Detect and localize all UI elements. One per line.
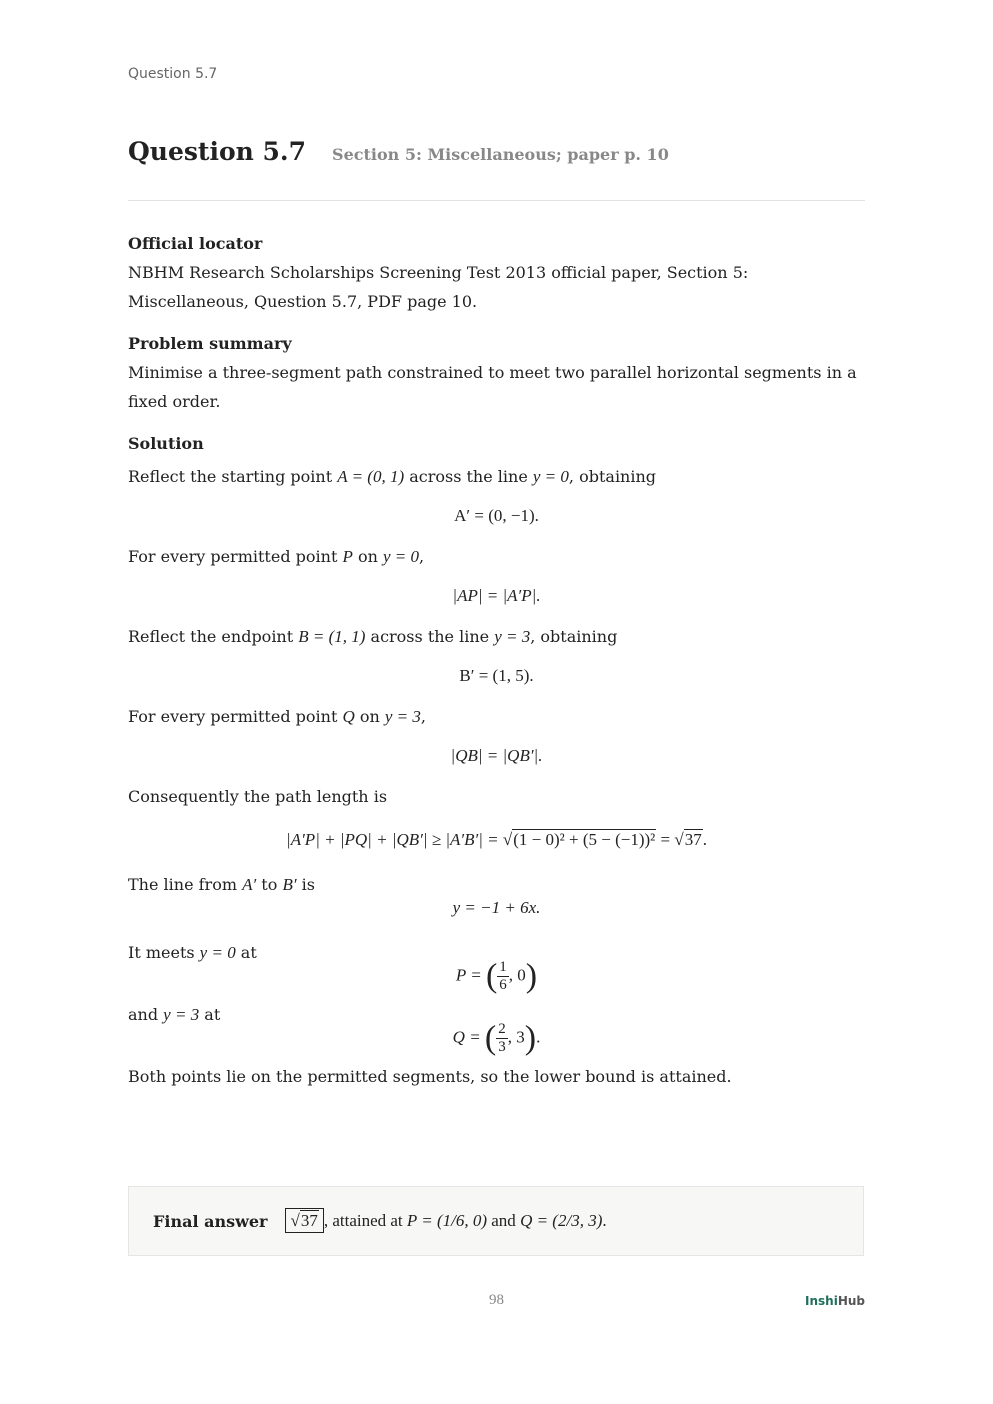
running-head: Question 5.7 bbox=[128, 66, 218, 82]
fraction-denominator: 3 bbox=[498, 1039, 506, 1055]
math-inline: Q = (2/3, 3) bbox=[520, 1211, 603, 1230]
math-run: (1 − 0)² + (5 − (−1))² bbox=[513, 830, 656, 849]
final-answer-box bbox=[128, 1186, 864, 1256]
equation-b-prime: B′ = (1, 5). bbox=[459, 666, 534, 685]
text-run: , bbox=[419, 547, 425, 566]
locator-text: NBHM Research Scholarships Screening Test 2013 official paper, Section 5: Miscellaneous, Question 5.7, PDF page 10. bbox=[128, 263, 749, 311]
text-run: at bbox=[199, 1005, 221, 1024]
math-run: . bbox=[702, 830, 707, 849]
math-inline: y = 3 bbox=[384, 707, 421, 726]
right-paren: ) bbox=[525, 957, 538, 995]
equation-length bbox=[128, 825, 865, 854]
reflect-b-paragraph bbox=[128, 622, 865, 651]
every-p-paragraph bbox=[128, 542, 865, 571]
math-inline: P = (1/6, 0) bbox=[406, 1211, 488, 1230]
brand-logo bbox=[805, 1294, 865, 1308]
equation-qb: |QB| = |QB′|. bbox=[450, 746, 543, 765]
text-run: , obtaining bbox=[530, 627, 618, 646]
math-inline: Q bbox=[342, 707, 355, 726]
brand-part-2: Hub bbox=[837, 1294, 865, 1308]
text-run: Reflect the starting point bbox=[128, 467, 338, 486]
math-inline: P bbox=[342, 547, 353, 566]
right-paren: ) bbox=[524, 1019, 537, 1057]
fraction-numerator: 1 bbox=[499, 959, 507, 975]
document-body bbox=[128, 230, 865, 1091]
text-run: on bbox=[354, 707, 385, 726]
final-answer-label: Final answer bbox=[153, 1211, 268, 1231]
brand-part-1: Inshi bbox=[805, 1294, 838, 1308]
text-run: . bbox=[602, 1211, 607, 1230]
consequently-text: Consequently the path length is bbox=[128, 787, 388, 806]
math-inline: y = 3 bbox=[163, 1005, 200, 1024]
math-run: Q = bbox=[452, 1027, 485, 1047]
final-answer-text bbox=[285, 1211, 606, 1231]
reflect-a-paragraph bbox=[128, 462, 865, 491]
summary-section bbox=[128, 330, 865, 416]
equation-q bbox=[128, 1021, 865, 1056]
text-run: , attained at bbox=[323, 1211, 407, 1230]
math-run: = bbox=[656, 830, 675, 849]
text-run: For every permitted point bbox=[128, 547, 343, 566]
text-run: , obtaining bbox=[568, 467, 657, 486]
math-inline: y = 3 bbox=[494, 627, 531, 646]
math-run: P = bbox=[455, 965, 486, 985]
page-subtitle: Section 5: Miscellaneous; paper p. 10 bbox=[332, 145, 669, 164]
page-title: Question 5.7 bbox=[128, 137, 307, 166]
math-run: , 3 bbox=[507, 1027, 525, 1047]
solution-heading: Solution bbox=[128, 434, 204, 453]
math-inline: y = 0 bbox=[382, 547, 419, 566]
math-run: . bbox=[536, 1027, 541, 1047]
fraction-p bbox=[497, 959, 509, 994]
boxed-answer bbox=[285, 1208, 323, 1233]
sqrt-icon: √ bbox=[502, 830, 513, 849]
math-inline: B′ bbox=[282, 875, 297, 894]
text-run: across the line bbox=[365, 627, 495, 646]
sqrt-icon: √ bbox=[290, 1211, 300, 1230]
solution-section bbox=[128, 430, 865, 1091]
equation-a-prime: A′ = (0, −1). bbox=[454, 506, 539, 525]
equation-line: y = −1 + 6x. bbox=[452, 898, 541, 917]
locator-section bbox=[128, 230, 865, 316]
fraction-q bbox=[496, 1021, 508, 1056]
text-run: and bbox=[128, 1005, 164, 1024]
equation-ap: |AP| = |A′P|. bbox=[452, 586, 541, 605]
text-run: and bbox=[487, 1211, 521, 1230]
math-run: 37 bbox=[684, 830, 702, 849]
text-run: It meets bbox=[128, 943, 200, 962]
question-title bbox=[128, 137, 865, 166]
math-inline: y = 0 bbox=[199, 943, 236, 962]
left-paren: ( bbox=[484, 1019, 497, 1057]
math-inline: y = 0 bbox=[532, 467, 569, 486]
math-run: , 0 bbox=[508, 965, 526, 985]
text-run: The line from bbox=[128, 875, 243, 894]
title-divider bbox=[128, 200, 865, 201]
text-run: , bbox=[420, 707, 426, 726]
every-q-paragraph bbox=[128, 702, 865, 731]
summary-text: Minimise a three-segment path constrained to meet two parallel horizontal segments in a fixed order. bbox=[128, 363, 857, 411]
page-number: 98 bbox=[489, 1292, 504, 1308]
text-run: For every permitted point bbox=[128, 707, 343, 726]
text-run: is bbox=[296, 875, 315, 894]
math-run: |A′P| + |PQ| + |QB′| ≥ |A′B′| = bbox=[286, 830, 503, 849]
fraction-denominator: 6 bbox=[499, 977, 507, 993]
text-run: on bbox=[352, 547, 383, 566]
math-inline: B = (1, 1) bbox=[298, 627, 366, 646]
math-inline: A = (0, 1) bbox=[337, 467, 405, 486]
locator-heading: Official locator bbox=[128, 234, 263, 253]
left-paren: ( bbox=[485, 957, 498, 995]
boxed-value: 37 bbox=[300, 1211, 318, 1230]
fraction-numerator: 2 bbox=[498, 1021, 506, 1037]
conclusion-text: Both points lie on the permitted segments, so the lower bound is attained. bbox=[128, 1067, 732, 1086]
math-inline: A′ bbox=[242, 875, 257, 894]
text-run: to bbox=[256, 875, 283, 894]
text-run: at bbox=[235, 943, 257, 962]
summary-heading: Problem summary bbox=[128, 334, 292, 353]
text-run: across the line bbox=[404, 467, 533, 486]
text-run: Reflect the endpoint bbox=[128, 627, 299, 646]
sqrt-icon: √ bbox=[674, 830, 684, 849]
